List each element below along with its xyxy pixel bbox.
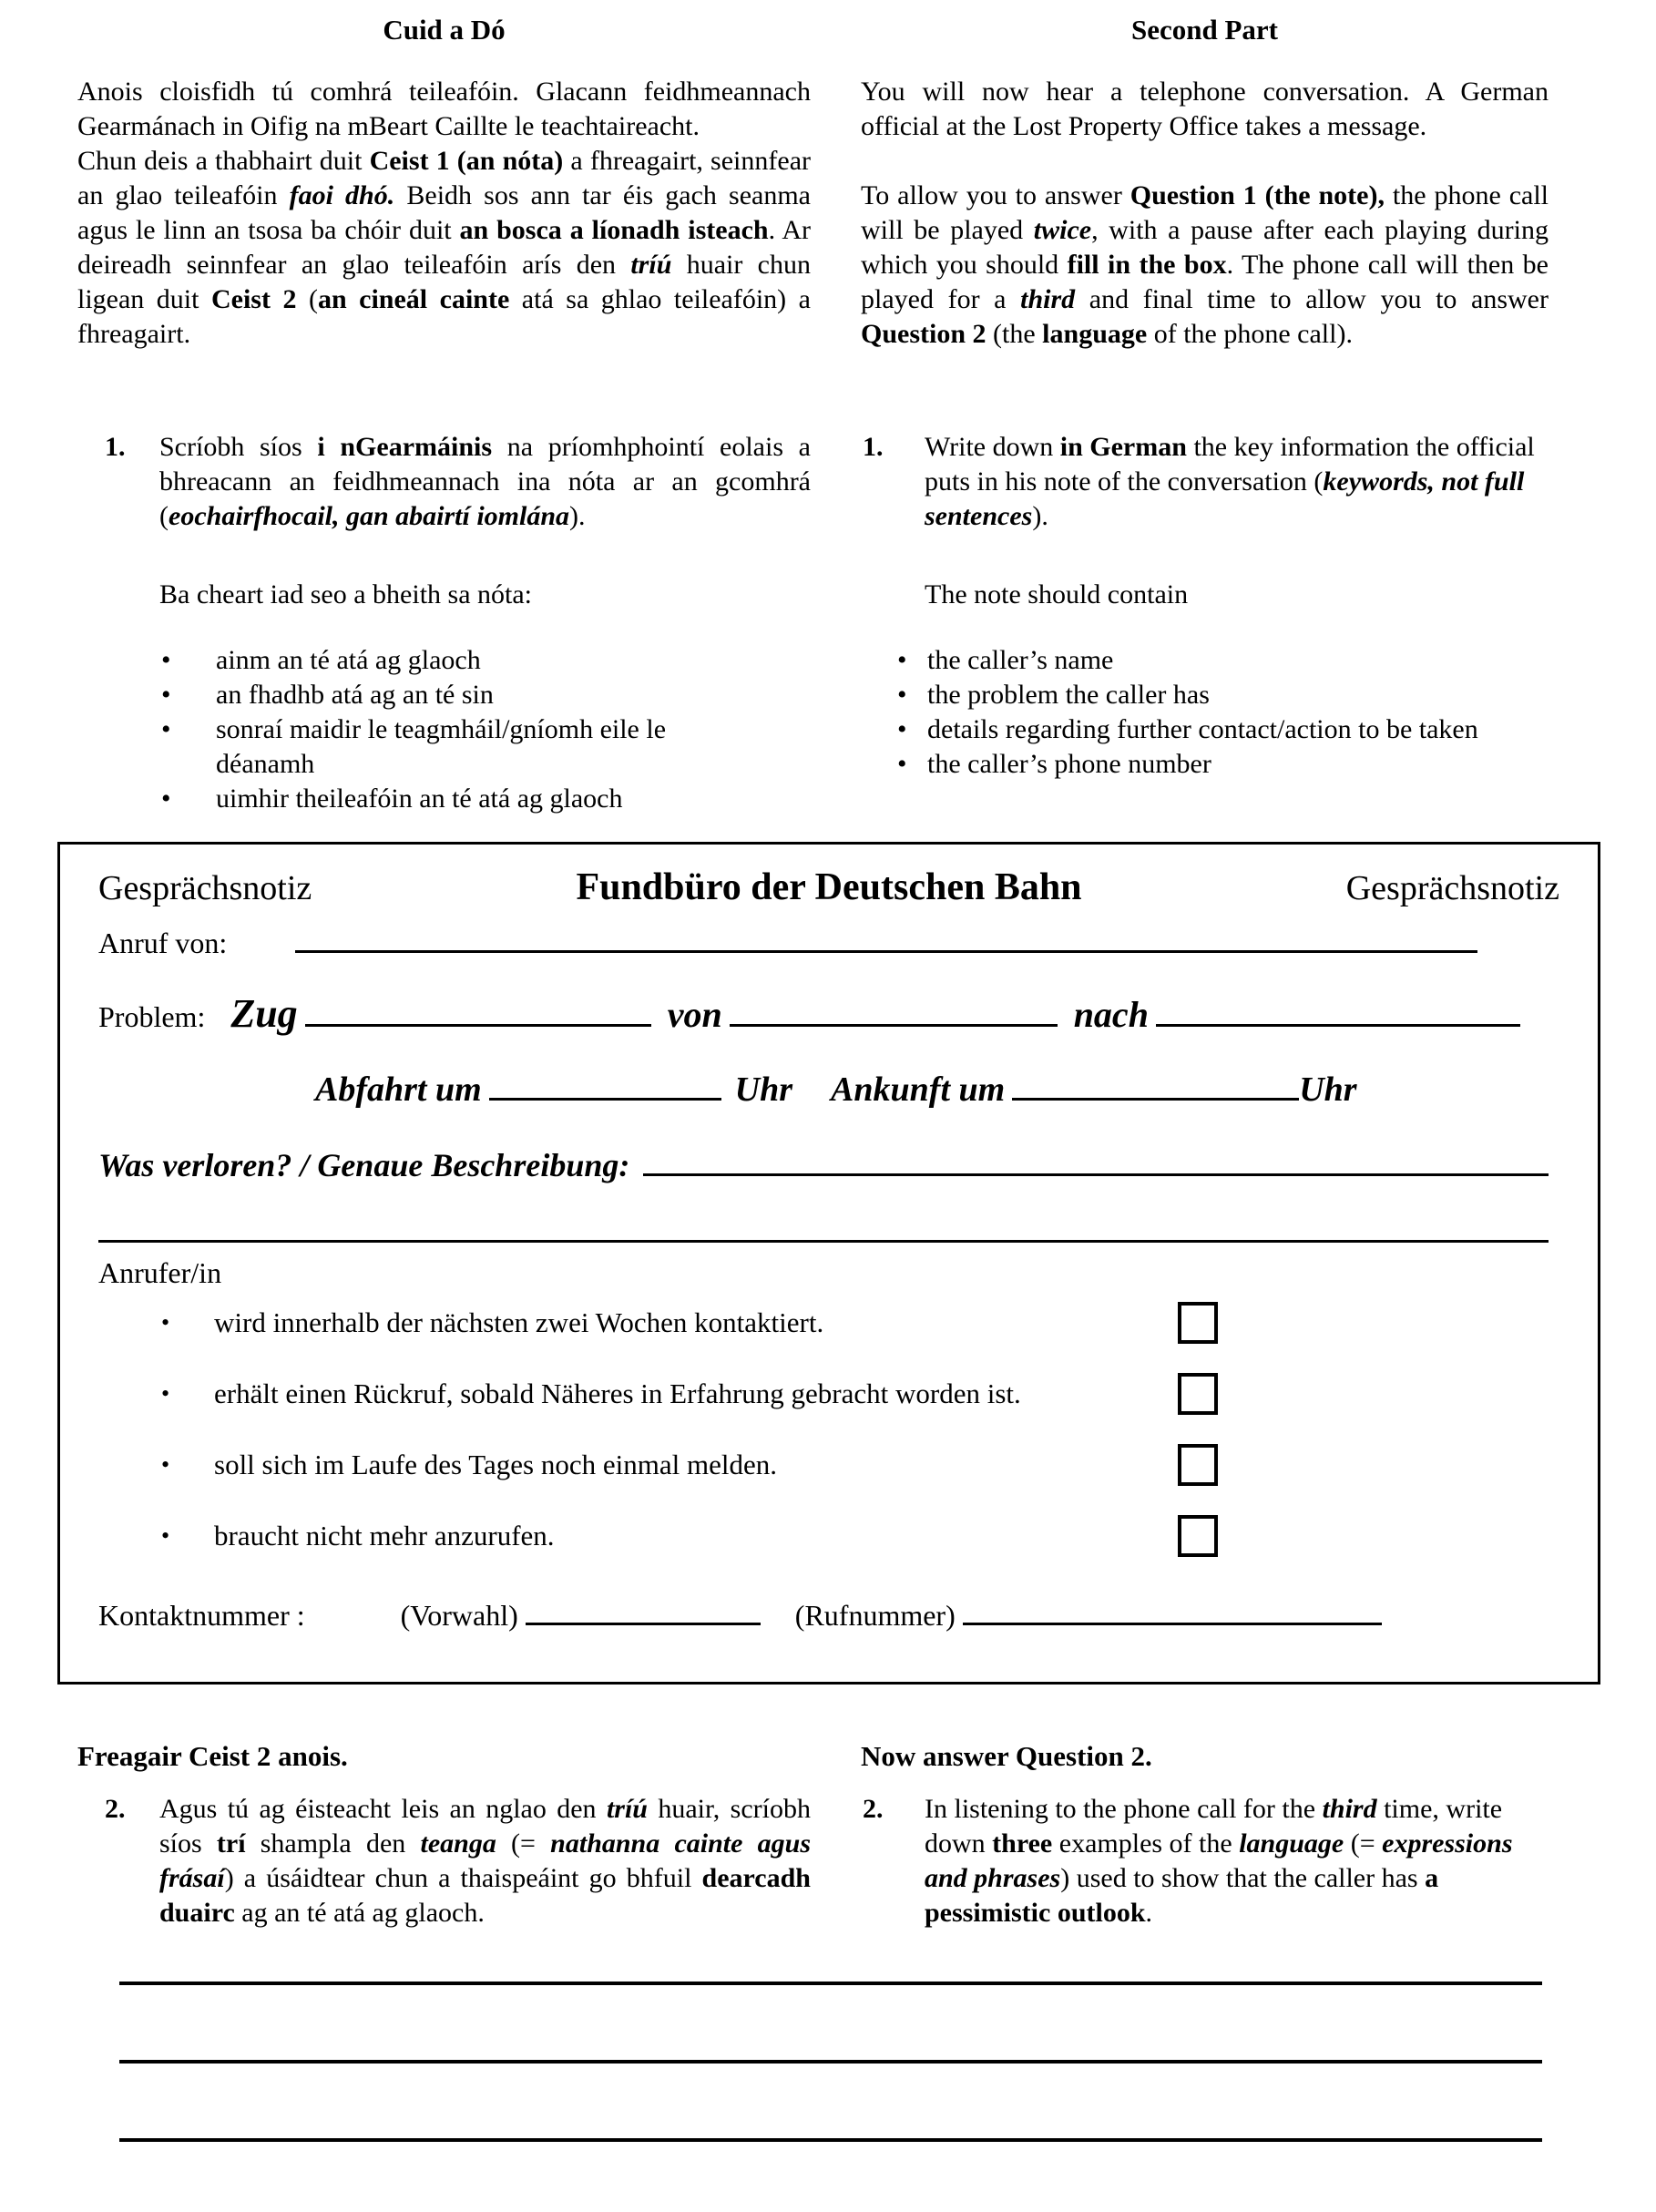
bullet-text: the caller’s name [927, 645, 1114, 675]
bullet-item [77, 712, 811, 782]
checkbox[interactable] [1178, 1515, 1218, 1557]
ankunft-label: Ankunft um [831, 1070, 1006, 1109]
kontaktnummer-row [98, 1598, 1559, 1633]
option-text: • braucht nicht mehr anzurufen. [214, 1520, 555, 1551]
bullet-item [77, 782, 811, 816]
vorwahl-label: (Vorwahl) [400, 1599, 518, 1632]
question-2-english [861, 1792, 1549, 1930]
note-intro-irish: Ba cheart iad seo a bheith sa nóta: [159, 579, 533, 609]
nach-label: nach [1073, 994, 1149, 1035]
bullet-text: sonraí maidir le teagmháil/gníomh eile le déanamh [216, 714, 667, 779]
question-1-text-irish: Scríobh síos i nGearmáinis na príomhphointí eolais a bhreacann an feidhmeannach ina nóta ar an gcomhrá (eochairfhocail, gan abairtí iomlána). [159, 432, 811, 531]
anrufer-options [98, 1301, 1559, 1558]
checkbox[interactable] [1178, 1373, 1218, 1415]
option-row [98, 1514, 1559, 1558]
answer-line[interactable] [119, 1982, 1542, 1985]
gespraechsnotiz-form [57, 842, 1600, 1685]
option-text: • wird innerhalb der nächsten zwei Wochen kontaktiert. [214, 1306, 824, 1338]
beschreibung-blank-line-2[interactable] [98, 1237, 1549, 1243]
answer-line[interactable] [119, 2060, 1542, 2064]
english-intro-paragraph-1: You will now hear a telephone conversation. A German official at the Lost Property Office takes a message. [861, 77, 1549, 141]
was-verloren-row [98, 1148, 1559, 1183]
irish-intro-paragraph-1: Anois cloisfidh tú comhrá teileafóin. Glacann feidhmeannach Gearmánach in Oifig na mBeart Caillte le teachtaireacht. [77, 77, 811, 141]
answer-lines [119, 1982, 1542, 2142]
problem-label: Problem: [98, 1000, 206, 1033]
question-1-text-english: Write down in German the key information the official puts in his note of the conversation (keywords, not full sentences). [925, 432, 1535, 531]
von-label: von [667, 994, 722, 1035]
top-section [57, 13, 1600, 816]
zug-label: Zug [230, 991, 298, 1036]
question-2-text-english: In listening to the phone call for the third time, write down three examples of the language (= expressions and phrases) used to show that the caller has a pessimistic outlook. [925, 1794, 1513, 1928]
bullet-text: the problem the caller has [927, 680, 1210, 710]
bullet-text: the caller’s phone number [927, 749, 1211, 779]
question-1-english [861, 430, 1549, 534]
option-row [98, 1301, 1559, 1345]
form-title-left: Gesprächsnotiz [98, 869, 312, 907]
question-2-text-irish: Agus tú ag éisteacht leis an nglao den tríú huair, scríobh síos trí shampla den teanga (= nathanna cainte agus frásaí) a úsáidtear chun a thaispeáint go bhfuil dearcadh duairc ag an té atá ag glaoch. [159, 1794, 812, 1928]
bullet-text: ainm an té atá ag glaoch [216, 645, 481, 675]
q2-heading-irish: Freagair Ceist 2 anois. [77, 1740, 348, 1772]
option-text: • soll sich im Laufe des Tages noch einmal melden. [214, 1449, 777, 1480]
form-title-center: Fundbüro der Deutschen Bahn [576, 866, 1082, 908]
vorwahl-blank-line[interactable] [526, 1623, 761, 1625]
ankunft-blank-line[interactable] [1012, 1098, 1299, 1101]
bullet-item [861, 643, 1549, 678]
bottom-section [57, 1739, 1600, 1930]
english-q2-column [861, 1739, 1549, 1930]
part-heading-irish: Cuid a Dó [383, 14, 506, 46]
part-heading-english: Second Part [1130, 14, 1278, 46]
anruf-von-row [98, 926, 1559, 960]
irish-column [77, 13, 811, 816]
question-1-irish [77, 430, 811, 534]
irish-intro-paragraph-2: Chun deis a thabhairt duit Ceist 1 (an nóta) a fhreagairt, seinnfear an glao teileafóin faoi dhó. Beidh sos ann tar éis gach seanma agus le linn an tsosa ba chóir duit an bosca a líonadh isteach. Ar deireadh seinnfear an glao teileafóin arís den tríú huair chun ligean duit Ceist 2 (an cineál cainte atá sa ghlao teileafóin) a fhreagairt. [77, 146, 811, 349]
bullet-item [861, 678, 1549, 712]
problem-row [98, 991, 1559, 1036]
anruf-von-blank-line[interactable] [295, 950, 1477, 953]
bullet-text: details regarding further contact/action to be taken [927, 714, 1478, 744]
question-2-irish [77, 1792, 811, 1930]
bullet-item [77, 678, 811, 712]
note-intro-english: The note should contain [925, 579, 1189, 609]
von-blank-line[interactable] [730, 1024, 1058, 1027]
option-row [98, 1372, 1559, 1416]
form-title-right: Gesprächsnotiz [1345, 869, 1559, 907]
irish-q2-column [77, 1739, 811, 1930]
form-title-row [98, 866, 1559, 908]
anrufer-label: Anrufer/in [98, 1256, 222, 1289]
was-verloren-label: Was verloren? / Genaue Beschreibung: [98, 1147, 630, 1183]
question-1-number-english: 1. [863, 432, 884, 462]
checkbox[interactable] [1178, 1302, 1218, 1344]
checkbox[interactable] [1178, 1444, 1218, 1486]
abfahrt-blank-line[interactable] [489, 1098, 721, 1101]
option-text: • erhält einen Rückruf, sobald Näheres in Erfahrung gebracht worden ist. [214, 1377, 1021, 1409]
rufnummer-label: (Rufnummer) [794, 1599, 956, 1632]
rufnummer-blank-line[interactable] [963, 1623, 1382, 1625]
bullet-item [861, 712, 1549, 747]
bullet-text: an fhadhb atá ag an té sin [216, 680, 494, 710]
bullet-list-english [861, 643, 1549, 782]
question-1-number-irish: 1. [105, 432, 126, 462]
anruf-von-label: Anruf von: [98, 927, 228, 959]
abfahrt-label: Abfahrt um [315, 1070, 482, 1109]
bullet-list-irish [77, 643, 811, 816]
nach-blank-line[interactable] [1156, 1024, 1520, 1027]
bullet-item [861, 747, 1549, 782]
kontaktnummer-label: Kontaktnummer : [98, 1599, 305, 1632]
answer-line[interactable] [119, 2138, 1542, 2142]
zug-blank-line[interactable] [305, 1024, 651, 1027]
bullet-text: uimhir theileafóin an té atá ag glaoch [216, 783, 623, 814]
bullet-item [77, 643, 811, 678]
q2-heading-english: Now answer Question 2. [861, 1740, 1152, 1772]
option-row [98, 1443, 1559, 1487]
abfahrt-row [98, 1072, 1559, 1108]
beschreibung-blank-line[interactable] [643, 1173, 1549, 1176]
uhr-label-1: Uhr [734, 1070, 793, 1109]
english-intro-paragraph-2: To allow you to answer Question 1 (the note), the phone call will be played twice, with a pause after each playing during which you should fill in the box. The phone call will then be played for a third and final time to allow you to answer Question 2 (the language of the phone call). [861, 180, 1549, 349]
uhr-label-2: Uhr [1299, 1070, 1357, 1109]
english-column [861, 13, 1549, 816]
question-2-number-english: 2. [863, 1794, 884, 1824]
question-2-number-irish: 2. [105, 1794, 126, 1824]
